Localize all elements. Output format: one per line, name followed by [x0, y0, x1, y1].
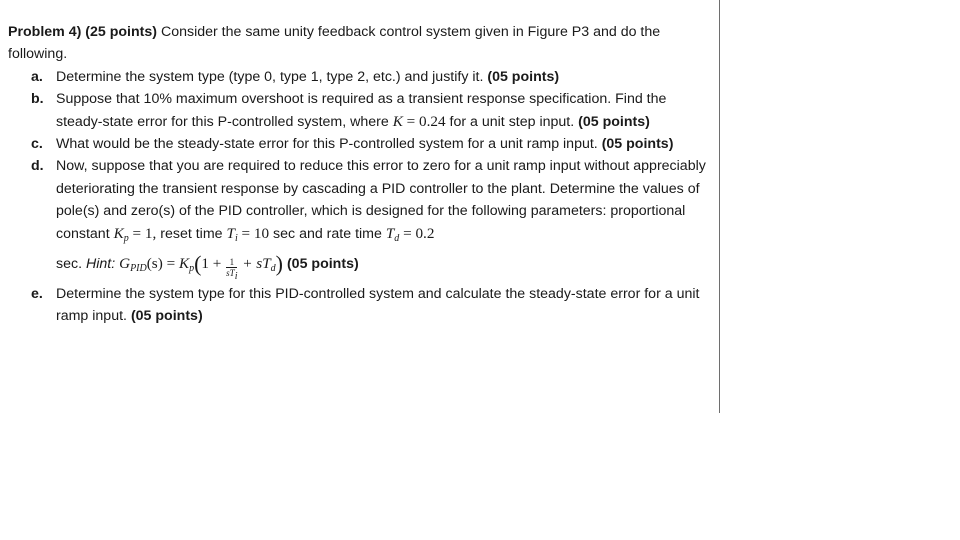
fraction-denominator-subscript: i — [234, 271, 238, 283]
fraction-denominator-text: sT — [226, 268, 235, 279]
close-paren: ) — [275, 251, 283, 277]
item-text: Determine the system type for this PID-controlled system and calculate the steady-state error for a unit ramp input. — [56, 286, 700, 325]
td-subscript: d — [394, 232, 400, 244]
fraction-numerator: 1 — [226, 257, 237, 268]
integral-fraction — [226, 257, 237, 282]
gain-k-value: = 0.24 — [402, 112, 446, 130]
problem-text — [8, 21, 713, 328]
item-points: (05 points) — [487, 68, 560, 85]
kp-symbol: K — [178, 255, 190, 273]
item-letter: c. — [31, 136, 43, 153]
subquestion-e — [8, 283, 713, 328]
pid-transfer-function — [119, 251, 283, 283]
subquestion-a — [8, 66, 713, 88]
derivative-subscript: d — [270, 263, 276, 275]
item-text: sec and rate time — [273, 225, 382, 242]
item-text: reset time — [160, 225, 223, 242]
kp-equation — [114, 225, 157, 242]
gain-k-equation — [393, 113, 446, 130]
ti-symbol: T — [226, 224, 235, 242]
subquestion-b — [8, 88, 713, 133]
g-subscript: PID — [130, 263, 147, 275]
item-points: (05 points) — [578, 113, 650, 130]
problem-heading: Problem 4) (25 points) — [8, 24, 157, 40]
item-text: Determine the system type (type 0, type 1, type 2, etc.) and justify it. — [56, 68, 484, 85]
problem-heading-paragraph — [8, 21, 713, 66]
kp-symbol: K — [113, 224, 124, 242]
ti-subscript: i — [234, 232, 238, 244]
item-letter: b. — [31, 91, 44, 108]
kp-subscript: p — [123, 232, 129, 244]
item-letter: d. — [31, 158, 44, 175]
item-letter: e. — [31, 286, 43, 303]
item-text: sec. — [56, 256, 83, 273]
item-text: for a unit step input. — [449, 113, 575, 130]
derivative-term: + sT — [238, 255, 271, 273]
td-equation — [386, 225, 435, 242]
item-text: What would be the steady-state error for this P-controlled system for a unit ramp input. — [56, 136, 598, 153]
td-symbol: T — [385, 224, 395, 242]
hint-line — [56, 250, 713, 283]
item-text: Now, suppose that you are required to reduce this error to zero for a unit ramp input without appreciably deteriorating the transient response by cascading a PID controller to the plant. Determine the values of pole(s) and zero(s) of the PID controller, which is designed for the following parameters: proportional constant — [56, 158, 706, 242]
item-points: (05 points) — [286, 256, 359, 273]
kp-value: = 1, — [128, 224, 157, 242]
g-argument: (s) = — [146, 255, 179, 273]
g-symbol: G — [119, 255, 131, 273]
problem-intro: Consider the same unity feedback control system given in Figure P3 and do the following. — [8, 24, 661, 63]
hint-label: Hint: — [85, 256, 116, 273]
ti-equation — [227, 225, 270, 242]
subquestion-d — [8, 155, 713, 283]
gain-k-symbol: K — [392, 112, 403, 130]
item-points: (05 points) — [130, 308, 203, 325]
page-divider-line — [719, 0, 720, 413]
item-text: Suppose that 10% maximum overshoot is required as a transient response specification. Find the steady-state error for this P-controlled system, where — [56, 91, 667, 130]
kp-subscript: p — [189, 263, 195, 275]
open-paren: ( — [194, 251, 202, 277]
item-points: (05 points) — [601, 136, 674, 153]
subquestion-list — [8, 66, 713, 328]
ti-value: = 10 — [237, 224, 270, 242]
subquestion-c — [8, 133, 713, 155]
td-value: = 0.2 — [399, 224, 435, 242]
fraction-denominator — [226, 268, 237, 282]
item-letter: a. — [31, 68, 43, 85]
one-plus-term: 1 + — [201, 255, 226, 273]
